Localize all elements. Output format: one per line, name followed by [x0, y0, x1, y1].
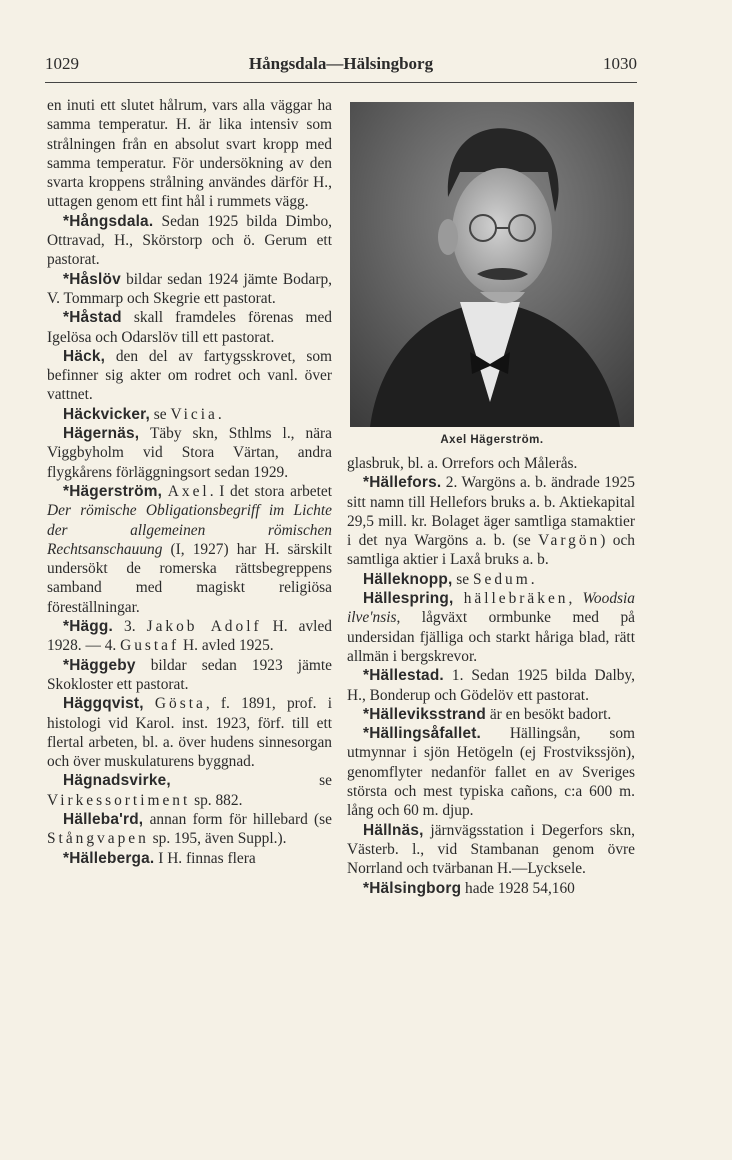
entry-continuation: en inuti ett slutet hålrum, vars alla väggar ha samma temperatur. H. är lika intensiv som strålningen från en absolut svart kropp med samma temperatur. För undersökning av den svarta kroppens strålning användes därför H., uttagen genom ett fint hål i rummets vägg. — [47, 97, 332, 211]
entry-hallespring: Hällespring, hällebräken, Woodsia ilve'nsis, lågväxt ormbunke med på undersidan fjälliga och starkt håriga blad, rätt allmän i bergskrevor. — [347, 590, 635, 665]
entry-hagerstrom: *Hägerström, Axel. I det stora arbetet Der römische Obligationsbegriff im Lichte der allgemeinen römischen Rechtsanschauung (I, 1927) har H. särskilt undersökt de romerska rättsbegreppens samband med magiskt religiösa föreställningar. — [47, 482, 332, 616]
entry-hagernas: Hägernäs, Täby skn, Sthlms l., nära Viggbyholm vid Stora Värtan, andra flygkårens förläggningsort sedan 1929. — [47, 425, 332, 481]
entry-hallnas: Hällnäs, järnvägsstation i Degerfors skn, Västerb. l., vid Stambanan genom övre Norrland och tvärbanan H.—Lycksele. — [347, 821, 635, 878]
entry-hallefors: *Hällefors. 2. Wargöns a. b. ändrade 1925 sitt namn till Hellefors bruks a. b. Aktiekapital 29,5 mill. kr. Bolaget äger samtliga stamaktier i det nya Wargöns a. b. (se Vargön) och samtliga aktier i Laxå bruks a. b. — [347, 474, 636, 569]
portrait-photo — [350, 102, 634, 427]
entry-halleviksstrand: *Hälleviksstrand är en besökt badort. — [363, 705, 612, 723]
header-rule — [45, 82, 637, 83]
entry-continuation-right: glasbruk, bl. a. Orrefors och Målerås. — [347, 455, 578, 472]
entry-hackvicker: Häckvicker, se Vicia. — [63, 405, 222, 423]
page-number-right: 1030 — [603, 54, 637, 73]
left-column — [47, 96, 332, 868]
page-header — [45, 54, 637, 78]
portrait-illustration — [350, 102, 634, 427]
page-title: Hångsdala—Hälsingborg — [248, 54, 434, 73]
entry-haggqvist: Häggqvist, Gösta, f. 1891, prof. i histologi vid Karol. inst. 1923, förf. till ett flertal arbeten, bl. a. över hudens sinnesorgan och över muskulaturens byggnad. — [47, 695, 332, 771]
page-number-left: 1029 — [45, 54, 79, 73]
entry-halleberga: *Hälleberga. I H. finnas flera — [63, 849, 256, 867]
photo-caption: Axel Hägerström. — [440, 434, 544, 446]
entry-hagnadsvirke: Hägnadsvirke, se Virkessortiment sp. 882. — [47, 772, 332, 809]
entry-haggeby: *Häggeby bildar sedan 1923 jämte Skokloster ett pastorat. — [47, 656, 332, 693]
entry-hallebard: Hälleba'rd, annan form för hillebard (se Stångvapen sp. 195, även Suppl.). — [47, 810, 332, 848]
entry-halleknopp: Hälleknopp, se Sedum. — [363, 570, 535, 588]
entry-hangsdala: *Hångsdala. Sedan 1925 bilda Dimbo, Ottravad, H., Skörstorp och ö. Gerum ett pastorat. — [47, 212, 332, 269]
entry-haslov: *Håslöv bildar sedan 1924 jämte Bodarp, V. Tommarp och Skegrie ett pastorat. — [47, 270, 332, 307]
entry-hallingsafallet: *Hällingsåfallet. Hällingsån, som utmynnar i sjön Hetögeln (ej Frostvikssjön), genomflyter nedanför fallet en av Sveriges största och mest typiska cañons, c:a 600 m. lång och 60 m. djup. — [347, 725, 635, 820]
right-column — [347, 454, 635, 898]
entry-hallestad: *Hällestad. 1. Sedan 1925 bilda Dalby, H., Bonderup och Gödelöv ett pastorat. — [347, 667, 635, 704]
entry-hastad: *Håstad skall framdeles förenas med Igelösa och Odarslöv till ett pastorat. — [47, 309, 332, 346]
entry-hack: Häck, den del av fartygsskrovet, som befinner sig akter om rodret och vanl. över vattnet. — [47, 347, 332, 404]
entry-hagg: *Hägg. 3. Jakob Adolf H. avled 1928. — 4. Gustaf H. avled 1925. — [47, 618, 332, 655]
entry-halsingborg: *Hälsingborg hade 1928 54,160 — [363, 879, 575, 897]
